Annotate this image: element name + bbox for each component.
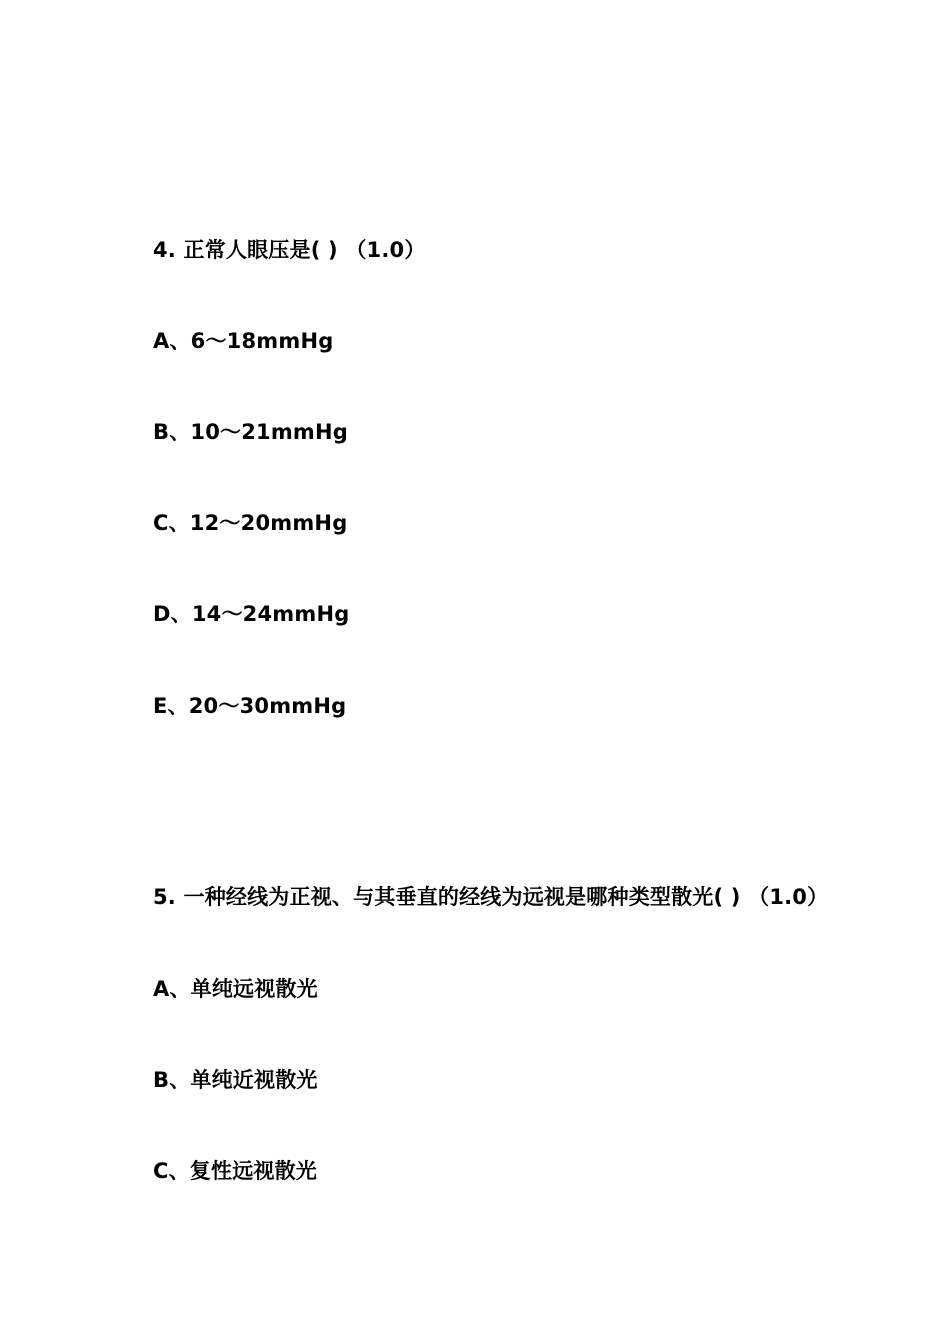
- question-4-option-d: D、14～24mmHg: [153, 602, 350, 626]
- question-4-option-b: B、10～21mmHg: [153, 420, 349, 444]
- question-5-option-c: C、复性远视散光: [153, 1159, 318, 1183]
- question-4-option-a: A、6～18mmHg: [153, 329, 334, 353]
- question-4-option-c: C、12～20mmHg: [153, 511, 348, 535]
- question-5-option-a: A、单纯远视散光: [153, 977, 318, 1001]
- question-4-option-e: E、20～30mmHg: [153, 694, 347, 718]
- question-5-option-b: B、单纯近视散光: [153, 1068, 318, 1092]
- question-5-title: 5. 一种经线为正视、与其垂直的经线为远视是哪种类型散光( ) （1.0）: [153, 885, 829, 909]
- question-4-title: 4. 正常人眼压是( ) （1.0）: [153, 238, 426, 262]
